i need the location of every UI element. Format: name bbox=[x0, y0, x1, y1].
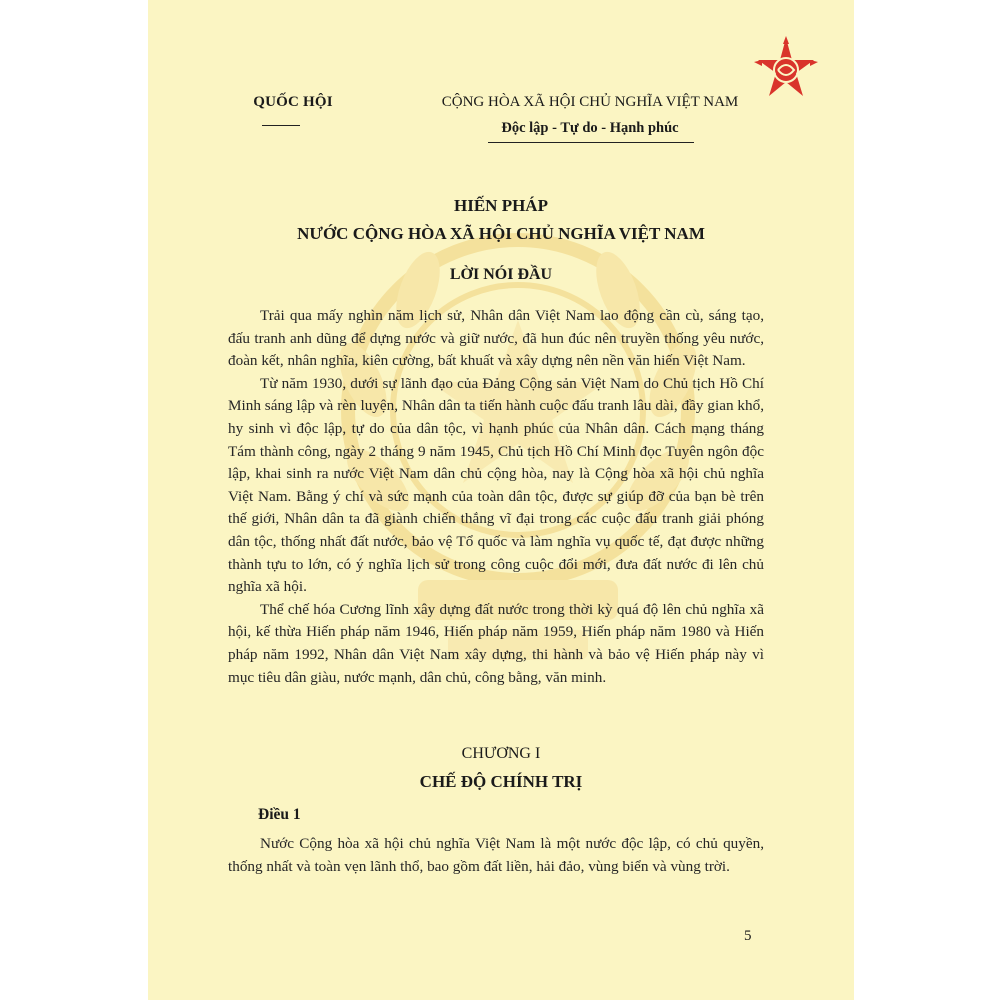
national-motto-underline bbox=[488, 142, 694, 143]
preamble-heading: LỜI NÓI ĐẦU bbox=[449, 266, 553, 283]
issuing-authority: QUỐC HỘI bbox=[253, 94, 333, 110]
article-body bbox=[228, 833, 764, 878]
issuing-authority-underline bbox=[262, 125, 300, 126]
national-motto: Độc lập - Tự do - Hạnh phúc bbox=[501, 120, 679, 136]
country-name: CỘNG HÒA XÃ HỘI CHỦ NGHĨA VIỆT NAM bbox=[441, 94, 739, 110]
preamble-body bbox=[228, 305, 764, 689]
chapter-number: CHƯƠNG I bbox=[461, 745, 541, 762]
preamble-paragraph: Thể chế hóa Cương lĩnh xây dựng đất nước trong thời kỳ quá độ lên chủ nghĩa xã hội, kế thừa Hiến pháp năm 1946, Hiến pháp năm 1959, Hiến pháp năm 1980 và Hiến pháp năm 1992, Nhân dân Việt Nam xây dựng, thi hành và bảo vệ Hiến pháp này vì mục tiêu dân giàu, nước mạnh, dân chủ, công bằng, văn minh. bbox=[228, 600, 764, 686]
page-number: 5 bbox=[744, 928, 752, 944]
document-subtitle: NƯỚC CỘNG HÒA XÃ HỘI CHỦ NGHĨA VIỆT NAM bbox=[297, 224, 705, 243]
red-star-emblem-icon bbox=[752, 36, 820, 104]
preamble-paragraph: Từ năm 1930, dưới sự lãnh đạo của Đảng Cộng sản Việt Nam do Chủ tịch Hồ Chí Minh sáng lập và rèn luyện, Nhân dân ta tiến hành cuộc đấu tranh lâu dài, đầy gian khổ, hy sinh vì độc lập, tự do của dân tộc, vì hạnh phúc của Nhân dân. Cách mạng tháng Tám thành công, ngày 2 tháng 9 năm 1945, Chủ tịch Hồ Chí Minh đọc Tuyên ngôn độc lập, khai sinh ra nước Việt Nam dân chủ cộng hòa, nay là Cộng hòa xã hội chủ nghĩa Việt Nam. Bằng ý chí và sức mạnh của toàn dân tộc, được sự giúp đỡ của bạn bè trên thế giới, Nhân dân ta đã giành chiến thắng vĩ đại trong các cuộc đấu tranh giải phóng dân tộc, thống nhất đất nước, bảo vệ Tổ quốc và làm nghĩa vụ quốc tế, đạt được những thành tựu to lớn, có ý nghĩa lịch sử trong công cuộc đổi mới, đưa đất nước đi lên chủ nghĩa xã hội. bbox=[228, 374, 764, 596]
article-paragraph: Nước Cộng hòa xã hội chủ nghĩa Việt Nam là một nước độc lập, có chủ quyền, thống nhất và toàn vẹn lãnh thổ, bao gồm đất liền, hải đảo, vùng biển và vùng trời. bbox=[228, 835, 764, 875]
document-title: HIẾN PHÁP bbox=[454, 196, 548, 215]
article-heading: Điều 1 bbox=[258, 806, 301, 823]
preamble-paragraph: Trải qua mấy nghìn năm lịch sử, Nhân dân Việt Nam lao động cần cù, sáng tạo, đấu tranh anh dũng để dựng nước và giữ nước, đã hun đúc nên truyền thống yêu nước, đoàn kết, nhân nghĩa, kiên cường, bất khuất và xây dựng nên nền văn hiến Việt Nam. bbox=[228, 307, 764, 370]
chapter-title: CHẾ ĐỘ CHÍNH TRỊ bbox=[419, 772, 583, 791]
